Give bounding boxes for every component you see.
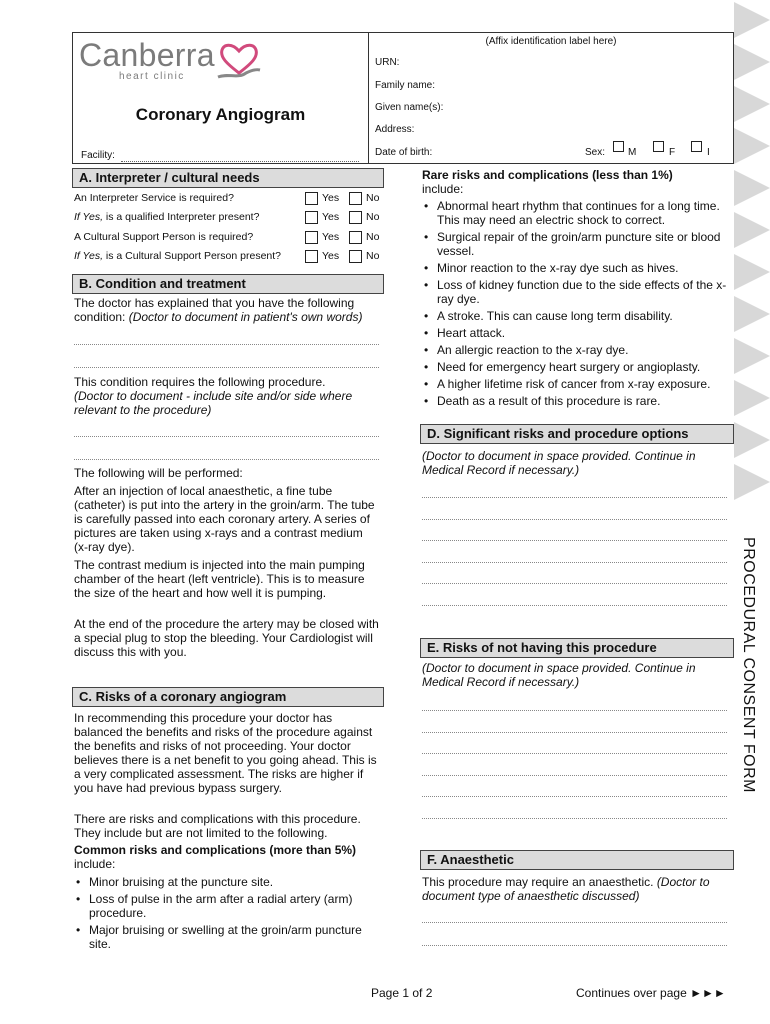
interpreter-question (74, 210, 259, 224)
common-risks-heading: Common risks and complications (more than 5%) (74, 843, 357, 857)
yes-label: Yes (322, 250, 340, 262)
patient-header-box (72, 32, 734, 164)
anaesthetic-statement: This procedure may require an anaesthetic. (422, 875, 654, 889)
section-d-write-line[interactable] (422, 519, 727, 520)
page-number: Page 1 of 2 (371, 986, 433, 1000)
no-checkbox[interactable] (349, 192, 362, 205)
condition-line-1[interactable] (74, 344, 379, 345)
interpreter-question (74, 191, 234, 205)
section-e-write-line[interactable] (422, 710, 727, 711)
section-e-write-line[interactable] (422, 732, 727, 733)
rare-risk-item: • Surgical repair of the groin/arm puncture site or blood vessel. (422, 230, 734, 258)
address-label: Address: (375, 124, 415, 135)
question-text: A Cultural Support Person is required? (74, 231, 254, 243)
yes-checkbox[interactable] (305, 231, 318, 244)
urn-label: URN: (375, 57, 400, 68)
continues-note: Continues over page ►►► (576, 986, 726, 1000)
interpreter-question (74, 249, 281, 263)
rare-risk-item: • Heart attack. (422, 326, 734, 340)
procedure-description-1: After an injection of local anaesthetic, a fine tube (catheter) is put into the artery in the groin/arm. The tube is carefully passed into each coronary artery. A series of pictures are taken using x-rays and a contrast medium (x-ray dye). (74, 484, 375, 554)
anaesthetic-text (422, 875, 734, 903)
edge-chevron-strip (730, 0, 770, 510)
section-a-header: A. Interpreter / cultural needs (72, 168, 384, 188)
no-label: No (366, 192, 380, 204)
sex-i-label: I (707, 147, 710, 158)
yes-checkbox[interactable] (305, 250, 318, 263)
section-d-write-line[interactable] (422, 562, 727, 563)
procedure-description-3: At the end of the procedure the artery may be closed with a special plug to stop the bleeding. Your Cardiologist will discuss this with you. (74, 617, 379, 659)
form-title: Coronary Angiogram (135, 105, 306, 124)
section-e-header: E. Risks of not having this procedure (420, 638, 734, 658)
sex-f-checkbox[interactable] (653, 141, 664, 152)
question-prefix: If Yes, (74, 211, 103, 223)
section-e-write-line[interactable] (422, 796, 727, 797)
anaesthetic-line-2[interactable] (422, 945, 727, 946)
common-risk-item: • Minor bruising at the puncture site. (74, 875, 382, 889)
yes-label: Yes (322, 231, 340, 243)
section-e-note: (Doctor to document in space provided. Continue in Medical Record if necessary.) (422, 661, 696, 689)
condition-line-2[interactable] (74, 367, 379, 368)
sex-f-label: F (669, 147, 676, 158)
rare-risk-item: • Death as a result of this procedure is rare. (422, 394, 734, 408)
no-checkbox[interactable] (349, 231, 362, 244)
sex-m-checkbox[interactable] (613, 141, 624, 152)
procedure-line-2[interactable] (74, 459, 379, 460)
sex-i-checkbox[interactable] (691, 141, 702, 152)
sex-m-label: M (628, 147, 637, 158)
common-risk-item: • Major bruising or swelling at the groin/arm puncture site. (74, 923, 382, 951)
performed-label: The following will be performed: (74, 466, 243, 480)
yes-label: Yes (322, 192, 340, 204)
question-text: is a qualified Interpreter present? (103, 211, 260, 223)
facility-label: Facility: (81, 150, 115, 161)
affix-label-note: (Affix identification label here) (485, 36, 617, 47)
section-d-write-line[interactable] (422, 540, 727, 541)
procedure-note: (Doctor to document - include site and/or side where relevant to the procedure) (74, 389, 353, 417)
common-risks-list (74, 875, 382, 954)
rare-risk-item: • Need for emergency heart surgery or angioplasty. (422, 360, 734, 374)
rare-risk-item: • An allergic reaction to the x-ray dye. (422, 343, 734, 357)
side-form-label: PROCEDURAL CONSENT FORM (740, 537, 757, 793)
common-risk-item: • Loss of pulse in the arm after a radial artery (arm) procedure. (74, 892, 382, 920)
procedure-intro: This condition requires the following procedure. (74, 375, 326, 389)
clinic-logo-name: Canberra (79, 37, 215, 73)
no-label: No (366, 231, 380, 243)
no-checkbox[interactable] (349, 211, 362, 224)
rare-risks-list (422, 199, 734, 411)
yes-label: Yes (322, 211, 340, 223)
anaesthetic-line-1[interactable] (422, 922, 727, 923)
section-d-header: D. Significant risks and procedure options (420, 424, 734, 444)
yes-checkbox[interactable] (305, 211, 318, 224)
rare-risk-item: • Minor reaction to the x-ray dye such as hives. (422, 261, 734, 275)
sex-label: Sex: (585, 147, 606, 158)
no-label: No (366, 250, 380, 262)
question-prefix: If Yes, (74, 250, 103, 262)
question-text: is a Cultural Support Person present? (103, 250, 282, 262)
rare-risks-heading: Rare risks and complications (less than 1%) (422, 168, 673, 182)
condition-intro (74, 296, 386, 324)
section-c-header: C. Risks of a coronary angiogram (72, 687, 384, 707)
rare-risk-item: • Abnormal heart rhythm that continues for a long time. This may need an electric shock to correct. (422, 199, 734, 227)
rare-risks-include: include: (422, 182, 464, 196)
section-f-header: F. Anaesthetic (420, 850, 734, 870)
risk-intro-1: In recommending this procedure your doctor has balanced the benefits and risks of the procedure against the benefits and risks of not proceeding. Your doctor believes there is a net benefit to you going ahead. This is a very complicated assessment. The risks are higher if you have had previous bypass surgery. (74, 711, 377, 795)
section-d-write-line[interactable] (422, 497, 727, 498)
heart-hand-logo-icon (216, 39, 262, 83)
section-e-write-line[interactable] (422, 753, 727, 754)
section-e-write-line[interactable] (422, 818, 727, 819)
no-checkbox[interactable] (349, 250, 362, 263)
condition-intro-note: (Doctor to document in patient's own words) (128, 310, 363, 324)
family-name-label: Family name: (375, 80, 436, 91)
yes-checkbox[interactable] (305, 192, 318, 205)
section-d-note: (Doctor to document in space provided. Continue in Medical Record if necessary.) (422, 449, 696, 477)
dob-label: Date of birth: (375, 147, 433, 158)
anaesthetic-note: (Doctor to document type of anaesthetic discussed) (422, 875, 710, 903)
rare-risk-item: • A stroke. This can cause long term disability. (422, 309, 734, 323)
question-text: An Interpreter Service is required? (74, 192, 234, 204)
clinic-logo-subtitle: heart clinic (119, 71, 185, 82)
given-names-label: Given name(s): (375, 102, 444, 113)
section-d-write-line[interactable] (422, 605, 727, 606)
procedure-line-1[interactable] (74, 436, 379, 437)
section-b-header: B. Condition and treatment (72, 274, 384, 294)
condition-intro-text: The doctor has explained that you have the following condition: (74, 296, 355, 324)
no-label: No (366, 211, 380, 223)
section-d-write-line[interactable] (422, 583, 727, 584)
risk-intro-2: There are risks and complications with this procedure. They include but are not limited to the following. (74, 812, 361, 840)
procedure-description-2: The contrast medium is injected into the main pumping chamber of the heart (left ventricle). This is to measure the size of the heart and how well it is pumping. (74, 558, 365, 600)
rare-risk-item: • A higher lifetime risk of cancer from x-ray exposure. (422, 377, 734, 391)
interpreter-question (74, 230, 253, 244)
facility-field[interactable] (121, 161, 359, 162)
section-e-write-line[interactable] (422, 775, 727, 776)
common-risks-include: include: (74, 857, 116, 871)
rare-risk-item: • Loss of kidney function due to the side effects of the x-ray dye. (422, 278, 734, 306)
